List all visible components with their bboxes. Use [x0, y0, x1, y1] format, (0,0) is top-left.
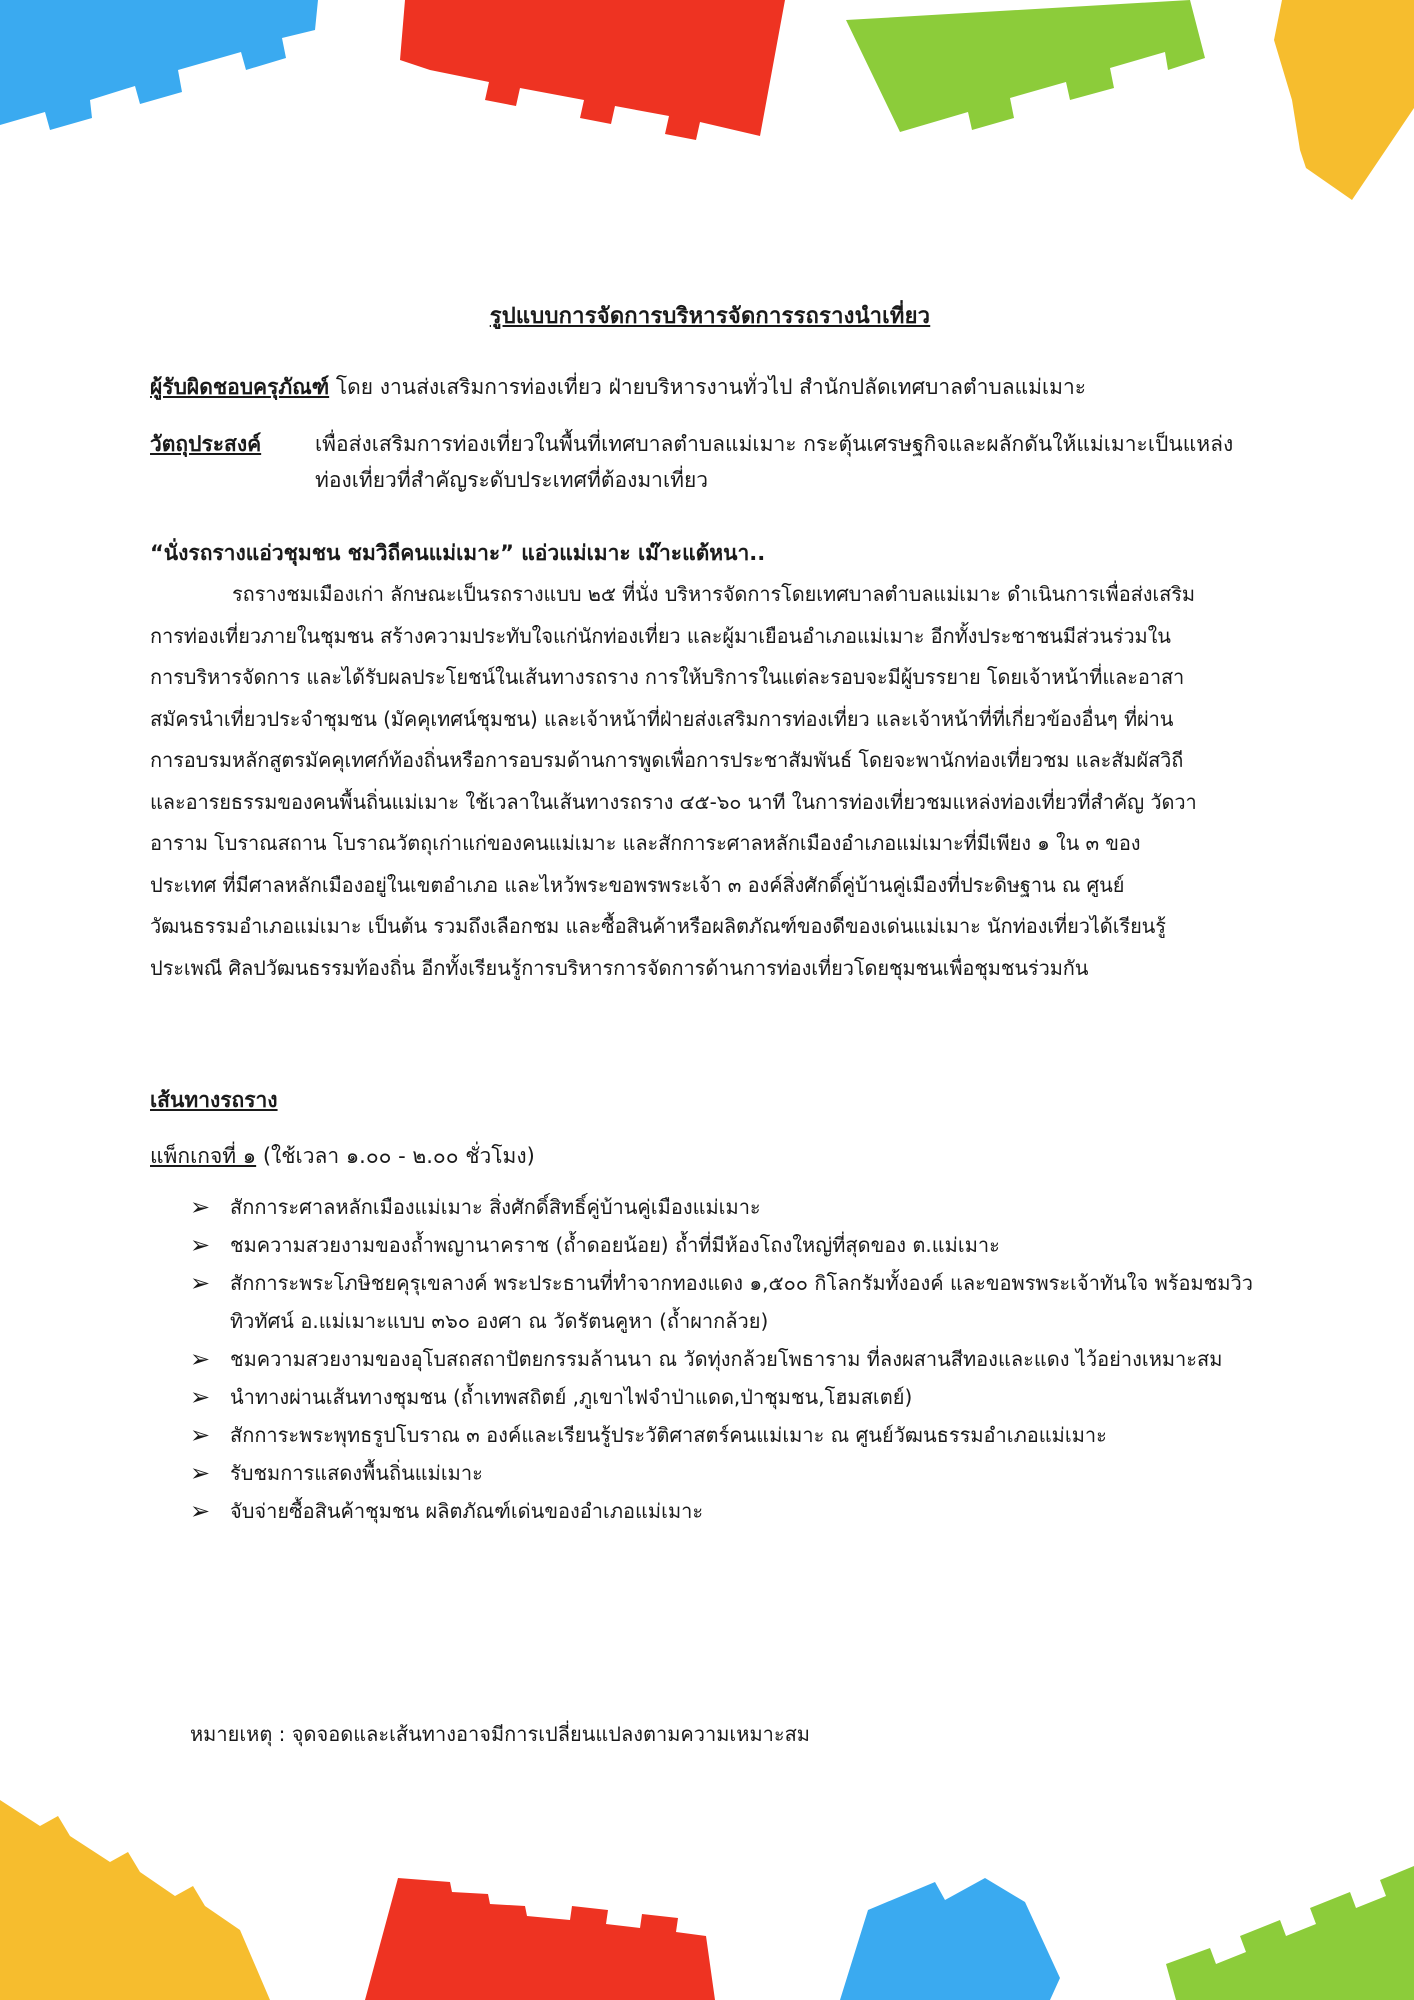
- list-item: ➢ สักการะศาลหลักเมืองแม่เมาะ สิ่งศักดิ์สิทธิ์คู่บ้านคู่เมืองแม่เมาะ: [190, 1188, 1290, 1226]
- arrow-bullet-icon: ➢: [190, 1459, 211, 1487]
- route-stop-list: [190, 1188, 1290, 1530]
- arrow-bullet-icon: ➢: [190, 1383, 211, 1411]
- list-item: ➢ จับจ่ายซื้อสินค้าชุมชน ผลิตภัณฑ์เด่นของอำเภอแม่เมาะ: [190, 1492, 1290, 1530]
- slogan-heading: “นั่งรถรางแอ่วชุมชน ชมวิถีคนแม่เมาะ” แอ่วแม่เมาะ เม๊าะแต้หนา..: [150, 541, 766, 565]
- arrow-bullet-icon: ➢: [190, 1269, 211, 1297]
- responsible-line: [150, 372, 1086, 402]
- description-paragraph: รถรางชมเมืองเก่า ลักษณะเป็นรถรางแบบ ๒๕ ที่นั่ง บริหารจัดการโดยเทศบาลตำบลแม่เมาะ ดำเนินการเพื่อส่งเสริมการท่องเที่ยวภายในชุมชน สร้างความประทับใจแก่นักท่องเที่ยว และผู้มาเยือนอำเภอแม่เมาะ อีกทั้งประชาชนมีส่วนร่วมในการบริหารจัดการ และได้รับผลประโยชน์ในเส้นทางรถราง การให้บริการในแต่ละรอบจะมีผู้บรรยาย โดยเจ้าหน้าที่และอาสาสมัครนำเที่ยวประจำชุมชน (มัคคุเทศน์ชุมชน) และเจ้าหน้าที่ฝ่ายส่งเสริมการท่องเที่ยว และเจ้าหน้าที่ที่เกี่ยวข้องอื่นๆ ที่ผ่านการอบรมหลักสูตรมัคคุเทศก์ท้องถิ่นหรือการอบรมด้านการพูดเพื่อการประชาสัมพันธ์ โดยจะพานักท่องเที่ยวชม และสัมผัสวิถี และอารยธรรมของคนพื้นถิ่นแม่เมาะ ใช้เวลาในเส้นทางรถราง ๔๕-๖๐ นาที ในการท่องเที่ยวชมแหล่งท่องเที่ยวที่สำคัญ วัดวาอาราม โบราณสถาน โบราณวัตถุเก่าแก่ของคนแม่เมาะ และสักการะศาลหลักเมืองอำเภอแม่เมาะที่มีเพียง ๑ ใน ๓ ของประเทศ ที่มีศาลหลักเมืองอยู่ในเขตอำเภอ และไหว้พระขอพรพระเจ้า ๓ องค์สิ่งศักดิ์คู่บ้านคู่เมืองที่ประดิษฐาน ณ ศูนย์วัฒนธรรมอำเภอแม่เมาะ เป็นต้น รวมถึงเลือกชม และซื้อสินค้าหรือผลิตภัณฑ์ของดีของเด่นแม่เมาะ นักท่องเที่ยวได้เรียนรู้ประเพณี ศิลปวัฒนธรรมท้องถิ่น อีกทั้งเรียนรู้การบริหารการจัดการด้านการท่องเที่ยวโดยชุมชนเพื่อชุมชนร่วมกัน: [150, 582, 1197, 980]
- package-line: [150, 1140, 535, 1173]
- route-heading: เส้นทางรถราง: [150, 1088, 278, 1112]
- yellow-shape-bottom-left: [0, 1800, 270, 2000]
- red-shape-top: [400, 0, 785, 140]
- list-item: ➢ สักการะพระพุทธรูปโบราณ ๓ องค์และเรียนรู้ประวัติศาสตร์คนแม่เมาะ ณ ศูนย์วัฒนธรรมอำเภอแม่เมาะ: [190, 1416, 1290, 1454]
- yellow-shape-top-right: [1274, 0, 1414, 200]
- list-item: ➢ นำทางผ่านเส้นทางชุมชน (ถ้ำเทพสถิตย์ ,ภูเขาไฟจำป่าแดด,ป่าชุมชน,โฮมสเตย์): [190, 1378, 1290, 1416]
- list-item: ➢ ชมความสวยงามของอุโบสถสถาปัตยกรรมล้านนา ณ วัดทุ่งกล้วยโพธาราม ที่ลงผสานสีทองและแดง ไว้อย่างเหมาะสม: [190, 1340, 1290, 1378]
- arrow-bullet-icon: ➢: [190, 1193, 211, 1221]
- list-item: ➢ ชมความสวยงามของถ้ำพญานาคราช (ถ้ำดอยน้อย) ถ้ำที่มีห้องโถงใหญ่ที่สุดของ ต.แม่เมาะ: [190, 1226, 1290, 1264]
- green-shape-bottom-right: [1166, 1866, 1414, 2000]
- arrow-bullet-icon: ➢: [190, 1345, 211, 1373]
- list-item: ➢ รับชมการแสดงพื้นถิ่นแม่เมาะ: [190, 1454, 1290, 1492]
- responsible-label: ผู้รับผิดชอบครุภัณฑ์: [150, 375, 330, 399]
- red-shape-bottom: [365, 1878, 715, 2000]
- document-title: รูปแบบการจัดการบริหารจัดการรถรางนำเที่ยว: [489, 304, 931, 329]
- blue-shape-top-left: [0, 0, 318, 130]
- arrow-bullet-icon: ➢: [190, 1421, 211, 1449]
- green-shape-top: [846, 0, 1205, 132]
- arrow-bullet-icon: ➢: [190, 1497, 211, 1525]
- package-label: แพ็กเกจที่ ๑: [150, 1144, 257, 1168]
- remark-note: หมายเหตุ : จุดจอดและเส้นทางอาจมีการเปลี่ยนแปลงตามความเหมาะสม: [190, 1722, 810, 1746]
- blue-shape-bottom: [840, 1878, 1060, 2000]
- package-time: (ใช้เวลา ๑.๐๐ - ๒.๐๐ ชั่วโมง): [256, 1144, 535, 1168]
- responsible-text: โดย งานส่งเสริมการท่องเที่ยว ฝ่ายบริหารงานทั่วไป สำนักปลัดเทศบาลตำบลแม่เมาะ: [329, 375, 1087, 399]
- objective-label: วัตถุประสงค์: [150, 432, 262, 456]
- list-item: ➢ สักการะพระโภษิชยคุรุเขลางค์ พระประธานที่ทำจากทองแดง ๑,๕๐๐ กิโลกรัมทั้งองค์ และขอพรพระเจ้าทันใจ พร้อมชมวิวทิวทัศน์ อ.แม่เมาะแบบ ๓๖๐ องศา ณ วัดรัตนคูหา (ถ้ำผากล้วย): [190, 1264, 1290, 1340]
- arrow-bullet-icon: ➢: [190, 1231, 211, 1259]
- objective-text: เพื่อส่งเสริมการท่องเที่ยวในพื้นที่เทศบาลตำบลแม่เมาะ กระตุ้นเศรษฐกิจและผลักดันให้แม่เมาะเป็นแหล่งท่องเที่ยวที่สำคัญระดับประเทศที่ต้องมาเที่ยว: [315, 432, 1234, 492]
